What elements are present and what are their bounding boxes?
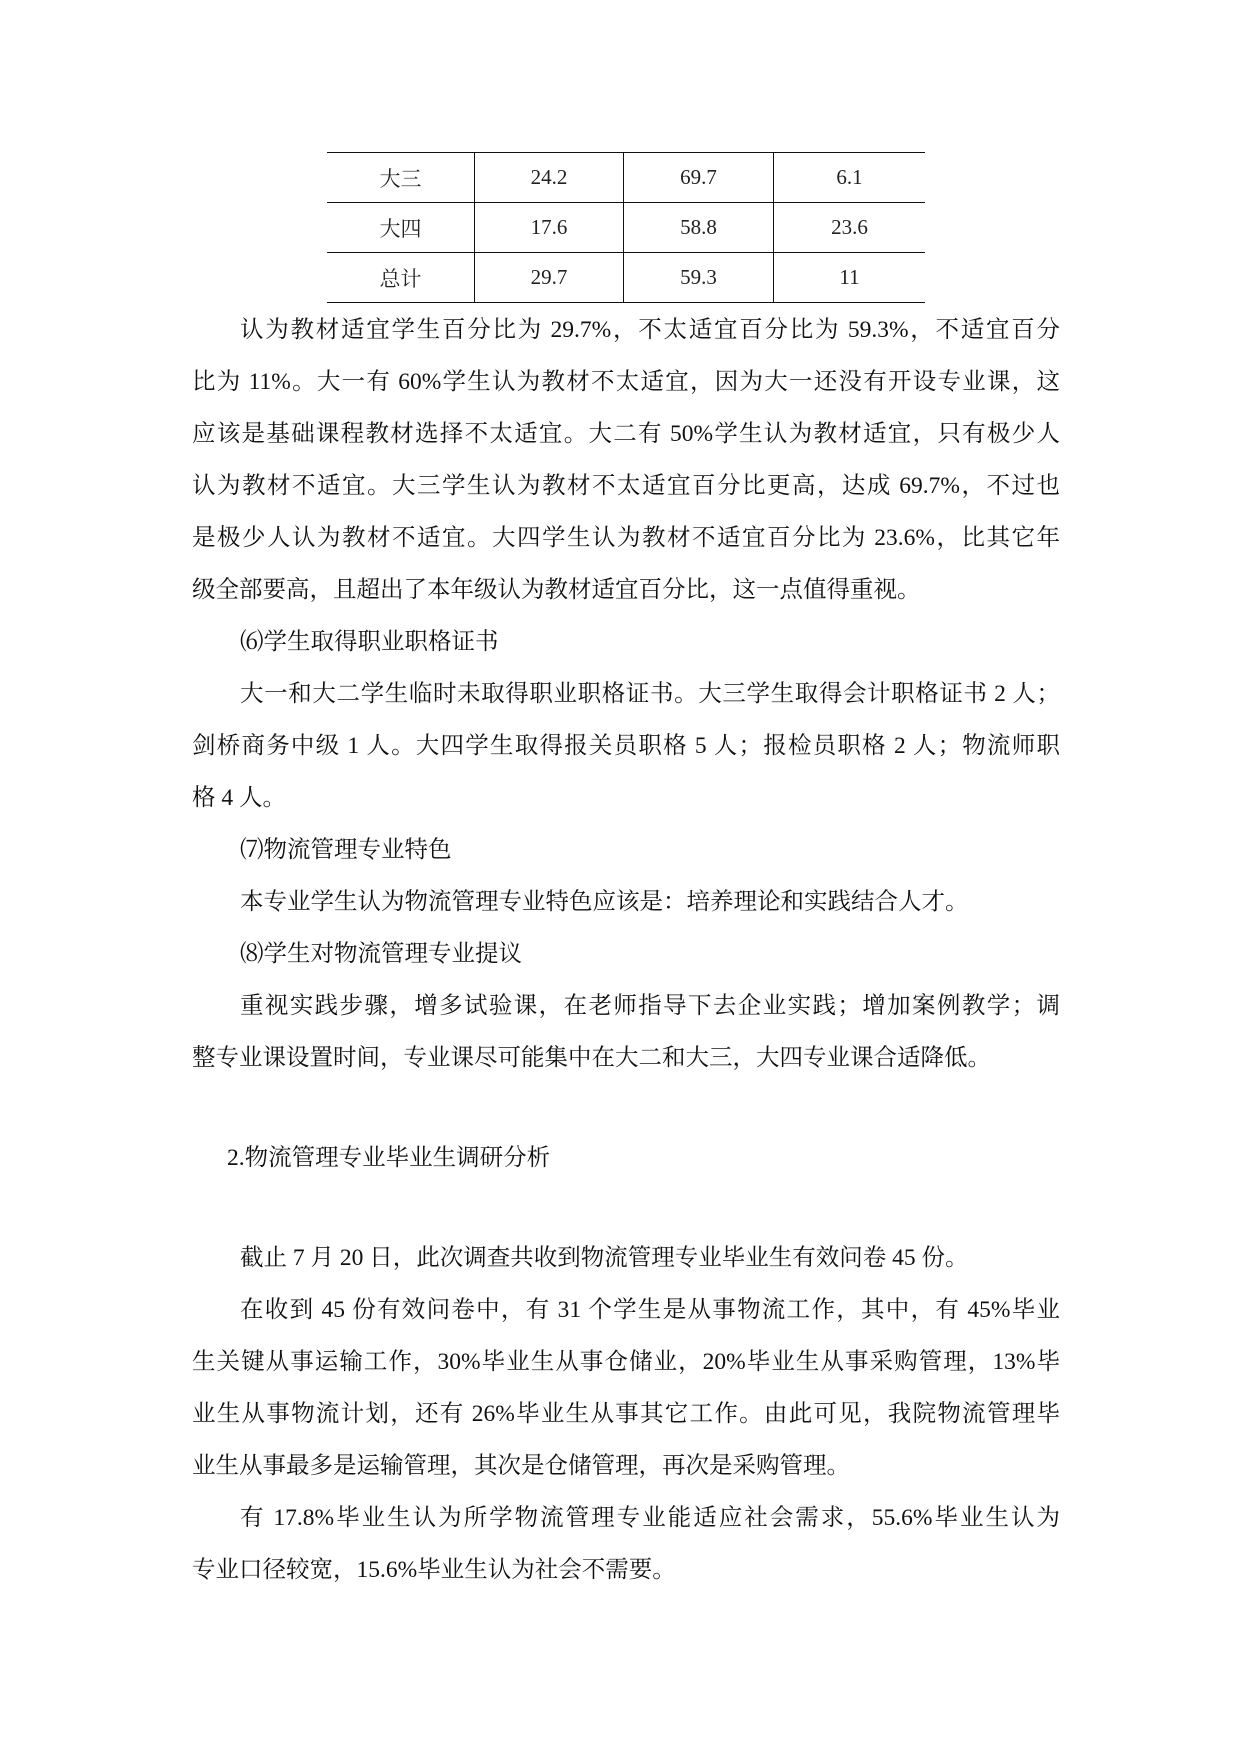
text-line: 格 4 人。: [192, 785, 286, 811]
value-cell: 69.7: [624, 153, 774, 203]
paragraph: [192, 304, 1060, 616]
row-label-cell: 总计: [327, 253, 475, 303]
text-line: 认为教材不适宜。大三学生认为教材不太适宜百分比更高，达成 69.7%，不过也: [192, 473, 1060, 499]
value-cell: 58.8: [624, 203, 774, 253]
value-cell: 29.7: [475, 253, 624, 303]
text-line: 整专业课设置时间，专业课尽可能集中在大二和大三，大四专业课合适降低。: [192, 1045, 991, 1071]
value-cell: 24.2: [475, 153, 624, 203]
row-label-cell: 大三: [327, 153, 475, 203]
text-line: 剑桥商务中级 1 人。大四学生取得报关员职格 5 人；报检员职格 2 人；物流师职: [192, 733, 1060, 759]
section-heading: 2.物流管理专业毕业生调研分析: [227, 1145, 551, 1171]
value-cell: 6.1: [774, 153, 926, 203]
text-line: 大一和大二学生临时未取得职业职格证书。大三学生取得会计职格证书 2 人；: [240, 681, 1060, 707]
paragraph: [192, 980, 1060, 1084]
paragraph: [192, 616, 1060, 668]
text-line: 重视实践步骤，增多试验课，在老师指导下去企业实践；增加案例教学；调: [240, 993, 1060, 1019]
text-line: ⑻学生对物流管理专业提议: [240, 941, 522, 967]
text-line: 本专业学生认为物流管理专业特色应该是：培养理论和实践结合人才。: [240, 889, 969, 915]
text-line: ⑹学生取得职业职格证书: [240, 629, 499, 655]
text-line: 是极少人认为教材不适宜。大四学生认为教材不适宜百分比为 23.6%，比其它年: [192, 525, 1060, 551]
value-cell: 59.3: [624, 253, 774, 303]
paragraph: [192, 876, 1060, 928]
survey-table: [327, 152, 925, 303]
text-line: 应该是基础课程教材选择不太适宜。大二有 50%学生认为教材适宜，只有极少人: [192, 421, 1060, 447]
text-line: 在收到 45 份有效问卷中，有 31 个学生是从事物流工作，其中，有 45%毕业: [240, 1297, 1060, 1323]
paragraph: [192, 1232, 1060, 1284]
value-cell: 23.6: [774, 203, 926, 253]
text-line: 业生从事物流计划，还有 26%毕业生从事其它工作。由此可见，我院物流管理毕: [192, 1401, 1060, 1427]
paragraph: [192, 928, 1060, 980]
value-cell: 17.6: [475, 203, 624, 253]
spacer: [192, 1084, 1060, 1132]
paragraph: [192, 824, 1060, 876]
spacer: [192, 1184, 1060, 1232]
row-label-cell: 大四: [327, 203, 475, 253]
table-row: [327, 253, 925, 303]
text-line: 级全部要高，且超出了本年级认为教材适宜百分比，这一点值得重视。: [192, 577, 921, 603]
table-row: [327, 153, 925, 203]
text-line: ⑺物流管理专业特色: [240, 837, 452, 863]
text-line: 专业口径较宽，15.6%毕业生认为社会不需要。: [192, 1557, 676, 1583]
paragraph: [192, 668, 1060, 824]
text-line: 有 17.8%毕业生认为所学物流管理专业能适应社会需求，55.6%毕业生认为: [240, 1505, 1060, 1531]
value-cell: 11: [774, 253, 926, 303]
paragraph: [192, 1492, 1060, 1596]
table-row: [327, 203, 925, 253]
text-line: 截止 7 月 20 日，此次调查共收到物流管理专业毕业生有效问卷 45 份。: [240, 1245, 969, 1271]
text-line: 认为教材适宜学生百分比为 29.7%，不太适宜百分比为 59.3%，不适宜百分: [240, 317, 1060, 343]
paragraph: [192, 1284, 1060, 1492]
document-body: [192, 304, 1060, 1596]
text-line: 生关键从事运输工作，30%毕业生从事仓储业，20%毕业生从事采购管理，13%毕: [192, 1349, 1060, 1375]
text-line: 业生从事最多是运输管理，其次是仓储管理，再次是采购管理。: [192, 1453, 850, 1479]
text-line: 比为 11%。大一有 60%学生认为教材不太适宜，因为大一还没有开设专业课，这: [192, 369, 1060, 395]
